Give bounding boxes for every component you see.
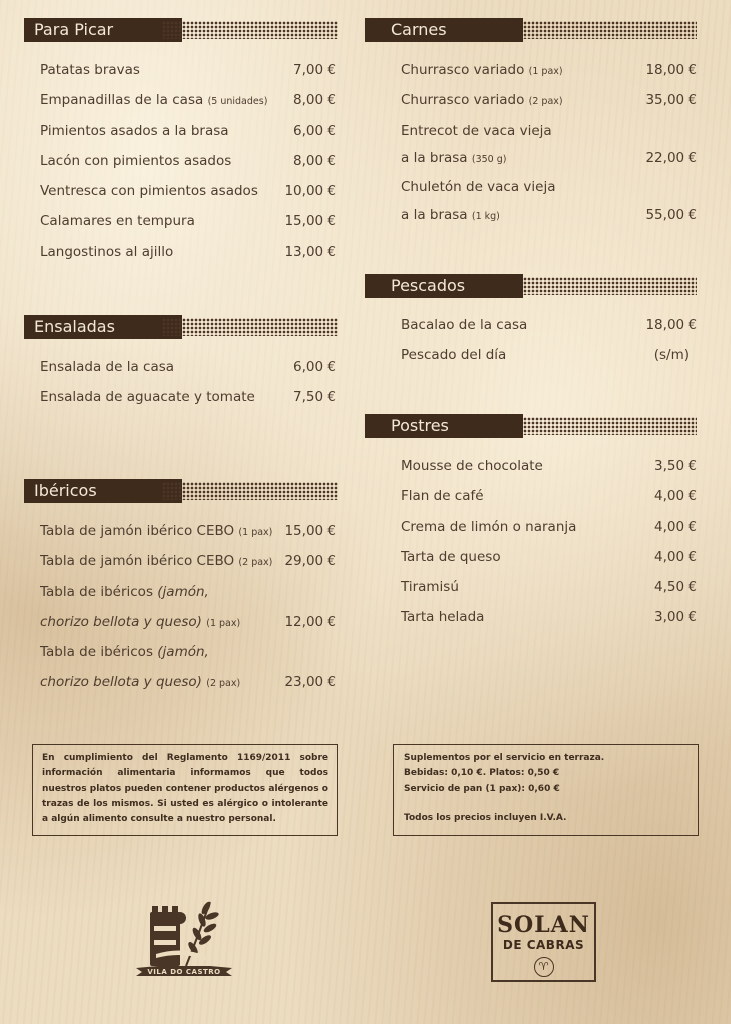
allergen-notice-text: En cumplimiento del Reglamento 1169/2011 sobre información alimentaria informamos que todos nuestros platos pueden contener productos alérgenos o trazas de los mismos. Si usted es alérgico o intolerante a algún alimento consulte a nuestro personal. [42, 753, 328, 825]
item-name: Patatas bravas [40, 62, 140, 78]
item-name-italic: chorizo bellota y queso) [40, 674, 202, 691]
section-para-picar [24, 18, 336, 260]
section-title: Ensaladas [24, 315, 182, 339]
section-header [365, 18, 697, 42]
menu-list [401, 310, 697, 371]
item-name: a la brasa [401, 150, 468, 167]
item-name: a la brasa [401, 206, 468, 223]
section-pescados [365, 274, 697, 364]
menu-item [401, 55, 697, 85]
item-note: (2 pax) [238, 557, 273, 569]
item-name: Crema de limón o naranja [401, 518, 577, 535]
menu-list [40, 516, 336, 698]
menu-item [40, 85, 336, 115]
item-name: Churrasco variado [401, 62, 525, 78]
item-note: (2 pax) [206, 678, 241, 690]
item-name: Flan de café [401, 488, 484, 505]
item-note: (2 pax) [528, 96, 563, 108]
vat-note: Todos los precios incluyen I.V.A. [404, 812, 567, 823]
item-name: Churrasco variado [401, 92, 525, 109]
item-name: Ventresca con pimientos asados [40, 183, 258, 200]
item-price: 15,00 € [284, 523, 336, 539]
menu-item [40, 206, 336, 236]
goat-emblem-icon: ♈ [534, 957, 554, 977]
item-price: 55,00 € [645, 206, 697, 223]
menu-item [40, 546, 336, 576]
dotted-divider [523, 417, 697, 435]
dotted-divider [162, 21, 338, 39]
section-carnes [365, 18, 697, 223]
menu-item [401, 310, 697, 340]
item-name: Tabla de ibéricos [40, 583, 153, 600]
dotted-divider [523, 21, 697, 39]
menu-item [401, 481, 697, 511]
item-name: Tarta helada [401, 609, 485, 626]
menu-item [40, 55, 336, 85]
item-name: Chuletón de vaca vieja [401, 179, 556, 196]
item-name: Calamares en tempura [40, 213, 195, 230]
item-note: (1 pax) [206, 617, 241, 629]
item-price: (s/m) [653, 347, 689, 364]
item-name: Lacón con pimientos asados [40, 152, 232, 169]
item-name: Pescado del día [401, 347, 507, 364]
menu-item-line2 [401, 200, 697, 229]
menu-item [40, 382, 336, 412]
section-header [24, 18, 336, 42]
menu-item [401, 602, 697, 632]
menu-item [40, 352, 336, 382]
item-price: 29,00 € [284, 553, 336, 570]
item-note: (350 g) [471, 154, 507, 166]
section-ibericos [24, 479, 336, 691]
item-note: (1 pax) [238, 527, 273, 538]
menu-item-line1 [401, 116, 697, 144]
item-name-italic: (jamón, [157, 583, 209, 600]
menu-item-line2 [40, 667, 336, 697]
item-price: 7,50 € [293, 389, 336, 406]
supplement-line: Servicio de pan (1 pax): 0,60 € [404, 783, 560, 794]
menu-list [401, 451, 697, 633]
item-name-italic: chorizo bellota y queso) [40, 613, 202, 630]
item-name: Empanadillas de la casa [40, 92, 204, 109]
allergen-notice [32, 744, 338, 836]
section-header [24, 479, 336, 503]
menu-item [401, 340, 697, 370]
item-name: Ensalada de la casa [40, 359, 175, 375]
item-price: 4,00 € [654, 488, 697, 505]
menu-list [40, 55, 336, 267]
item-name: Tarta de queso [401, 548, 501, 565]
section-title: Para Picar [24, 18, 182, 42]
section-title: Postres [365, 414, 523, 438]
menu-list [401, 55, 697, 229]
item-price: 3,50 € [654, 458, 697, 474]
item-price: 7,00 € [293, 62, 336, 78]
vila-do-castro-logo [132, 896, 236, 988]
item-price: 23,00 € [284, 674, 336, 691]
item-name: Ensalada de aguacate y tomate [40, 389, 255, 406]
menu-item-line2 [40, 607, 336, 637]
item-price: 6,00 € [293, 359, 336, 375]
dotted-divider [162, 318, 338, 336]
section-header [24, 315, 336, 339]
item-name: Mousse de chocolate [401, 458, 543, 474]
menu-item-line1 [40, 577, 336, 607]
supplement-line: Suplementos por el servicio en terraza. [404, 753, 605, 763]
menu-item [40, 237, 336, 267]
menu-item [401, 85, 697, 115]
item-price: 18,00 € [645, 62, 697, 78]
section-title: Carnes [365, 18, 523, 42]
vila-do-castro-text: VILA DO CASTRO [147, 968, 221, 976]
item-note: (5 unidades) [207, 96, 268, 108]
item-name: Tabla de jamón ibérico CEBO [40, 553, 235, 570]
menu-item-line1 [401, 172, 697, 200]
menu-item [401, 512, 697, 542]
section-ensaladas [24, 315, 336, 406]
item-price: 4,00 € [654, 518, 697, 535]
menu-item [401, 542, 697, 572]
supplements-notice [393, 744, 699, 836]
section-postres [365, 414, 697, 626]
menu-list [40, 352, 336, 413]
item-name: Langostinos al ajillo [40, 243, 174, 260]
solan-logo-line2: DE CABRAS [502, 938, 585, 952]
menu-item [40, 176, 336, 206]
item-name: Entrecot de vaca vieja [401, 122, 552, 139]
menu-item [40, 146, 336, 176]
dotted-divider [523, 277, 697, 295]
item-name-italic: (jamón, [157, 644, 209, 661]
item-name: Tiramisú [401, 579, 459, 596]
item-price: 8,00 € [293, 92, 336, 109]
item-price: 4,50 € [654, 579, 697, 596]
item-name: Tabla de jamón ibérico CEBO [40, 523, 235, 539]
section-header [365, 274, 697, 298]
section-title: Ibéricos [24, 479, 182, 503]
item-note: (1 pax) [528, 66, 563, 77]
section-title: Pescados [365, 274, 523, 298]
dotted-divider [162, 482, 338, 500]
item-price: 4,00 € [654, 548, 697, 565]
menu-item-line1 [40, 637, 336, 667]
item-name: Bacalao de la casa [401, 317, 528, 333]
item-name: Pimientos asados a la brasa [40, 122, 229, 139]
item-price: 3,00 € [654, 609, 697, 626]
menu-item [40, 116, 336, 146]
section-header [365, 414, 697, 438]
item-price: 8,00 € [293, 152, 336, 169]
menu-item [401, 572, 697, 602]
item-price: 22,00 € [645, 150, 697, 167]
item-price: 15,00 € [284, 213, 336, 230]
solan-de-cabras-logo [491, 902, 596, 982]
item-note: (1 kg) [471, 210, 500, 222]
item-price: 10,00 € [284, 183, 336, 200]
item-price: 6,00 € [293, 122, 336, 139]
supplement-line: Bebidas: 0,10 €. Platos: 0,50 € [404, 768, 560, 779]
solan-logo-line1: SOLAN [497, 912, 590, 938]
menu-item [40, 516, 336, 546]
item-price: 13,00 € [284, 243, 336, 260]
item-price: 12,00 € [284, 613, 336, 630]
item-price: 18,00 € [645, 317, 697, 333]
item-price: 35,00 € [645, 92, 697, 109]
menu-item-line2 [401, 143, 697, 172]
item-name: Tabla de ibéricos [40, 644, 153, 661]
menu-item [401, 451, 697, 481]
